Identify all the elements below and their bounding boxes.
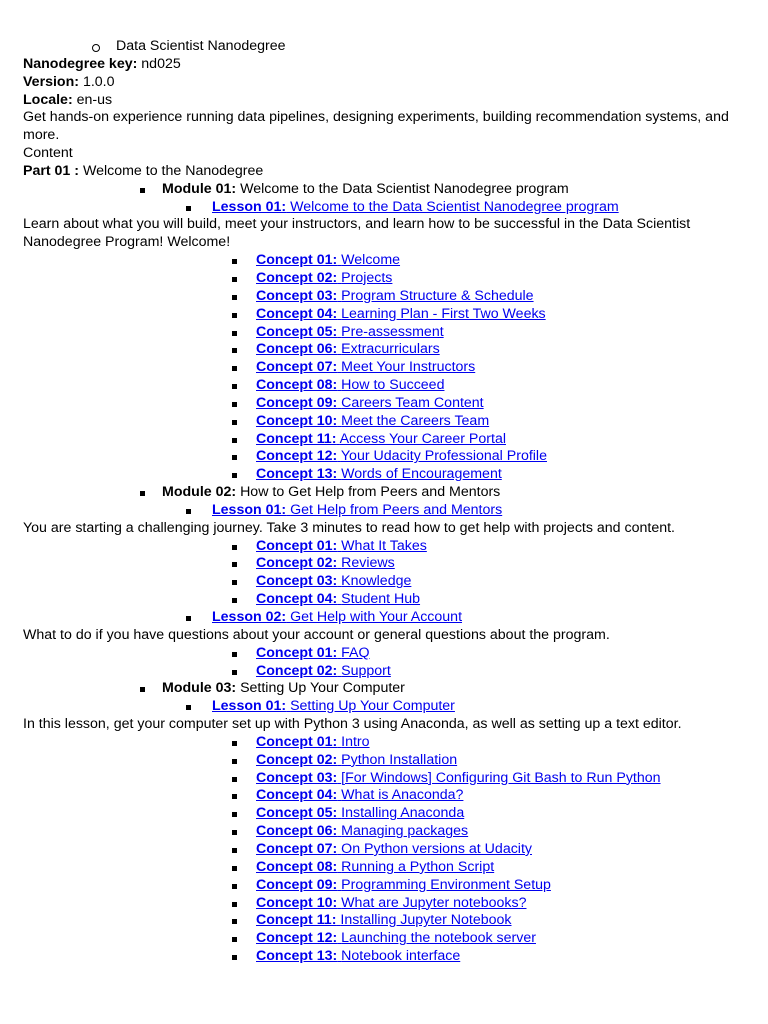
module-label: Module 02: xyxy=(162,484,237,501)
concept-item xyxy=(0,324,768,342)
lesson-summary: What to do if you have questions about your account or general questions about the program. xyxy=(23,626,610,643)
square-bullet-icon xyxy=(232,580,237,585)
concept-link[interactable]: Concept 01: Welcome xyxy=(256,252,401,269)
concept-item xyxy=(0,805,768,823)
module-item xyxy=(0,484,768,502)
concept-link[interactable]: Concept 01: FAQ xyxy=(256,644,370,661)
lesson-link[interactable]: Lesson 01: Welcome to the Data Scientist Nanodegree program xyxy=(212,198,619,215)
square-bullet-icon xyxy=(232,670,237,675)
concept-item xyxy=(0,930,768,948)
lesson-summary: You are starting a challenging journey. Take 3 minutes to read how to get help with projects and content. xyxy=(23,519,675,536)
lesson-link[interactable]: Lesson 01: Setting Up Your Computer xyxy=(212,698,455,715)
concept-link[interactable]: Concept 01: Intro xyxy=(256,733,370,750)
concept-link[interactable]: Concept 10: Meet the Careers Team xyxy=(256,412,490,429)
square-bullet-icon xyxy=(232,759,237,764)
concept-link[interactable]: Concept 02: Support xyxy=(256,662,391,679)
concept-item xyxy=(0,841,768,859)
concept-item xyxy=(0,573,768,591)
square-bullet-icon xyxy=(232,652,237,657)
version-label: Version: xyxy=(23,73,79,90)
concept-item xyxy=(0,895,768,913)
concept-link[interactable]: Concept 05: Pre-assessment xyxy=(256,323,444,340)
square-bullet-icon xyxy=(232,830,237,835)
module-item xyxy=(0,181,768,199)
concept-link[interactable]: Concept 04: Learning Plan - First Two Weeks xyxy=(256,305,546,322)
concept-link[interactable]: Concept 07: Meet Your Instructors xyxy=(256,359,476,376)
square-bullet-icon xyxy=(232,812,237,817)
concept-link[interactable]: Concept 08: How to Succeed xyxy=(256,377,445,394)
module-label: Module 01: xyxy=(162,180,237,197)
square-bullet-icon xyxy=(186,206,191,211)
lesson-link[interactable]: Lesson 01: Get Help from Peers and Mentors xyxy=(212,501,503,518)
program-title: Data Scientist Nanodegree xyxy=(116,38,286,54)
square-bullet-icon xyxy=(140,687,145,692)
square-bullet-icon xyxy=(232,545,237,550)
lesson-item xyxy=(0,609,768,627)
locale-value: en-us xyxy=(76,91,113,108)
concept-link[interactable]: Concept 09: Careers Team Content xyxy=(256,394,484,411)
concept-item xyxy=(0,591,768,609)
concept-link[interactable]: Concept 02: Projects xyxy=(256,269,393,286)
square-bullet-icon xyxy=(232,295,237,300)
concept-item xyxy=(0,413,768,431)
square-bullet-icon xyxy=(232,919,237,924)
lesson-link[interactable]: Lesson 02: Get Help with Your Account xyxy=(212,609,463,625)
square-bullet-icon xyxy=(232,331,237,336)
concept-link[interactable]: Concept 02: Python Installation xyxy=(256,751,458,768)
square-bullet-icon xyxy=(232,866,237,871)
concept-item xyxy=(0,252,768,270)
concept-item xyxy=(0,270,768,288)
concept-link[interactable]: Concept 07: On Python versions at Udacity xyxy=(256,840,532,857)
concept-link[interactable]: Concept 03: Knowledge xyxy=(256,573,412,590)
concept-link[interactable]: Concept 11: Access Your Career Portal xyxy=(256,430,506,447)
concept-item xyxy=(0,341,768,359)
concept-link[interactable]: Concept 12: Launching the notebook server xyxy=(256,930,536,947)
concept-item xyxy=(0,948,768,966)
module-item xyxy=(0,680,768,698)
square-bullet-icon xyxy=(140,188,145,193)
concept-item xyxy=(0,823,768,841)
concept-link[interactable]: Concept 02: Reviews xyxy=(256,555,395,572)
concept-item xyxy=(0,770,768,788)
module-label: Module 03: xyxy=(162,680,237,697)
module-title: Welcome to the Data Scientist Nanodegree program xyxy=(240,180,569,197)
concept-item xyxy=(0,787,768,805)
concept-link[interactable]: Concept 04: What is Anaconda? xyxy=(256,787,464,804)
concept-link[interactable]: Concept 11: Installing Jupyter Notebook xyxy=(256,912,512,929)
concept-link[interactable]: Concept 03: [For Windows] Configuring Git Bash to Run Python xyxy=(256,769,661,786)
content-heading: Content xyxy=(23,145,73,162)
concept-item xyxy=(0,359,768,377)
lesson-summary: In this lesson, get your computer set up with Python 3 using Anaconda, as well as setting up a text editor. xyxy=(23,716,682,733)
concept-item xyxy=(0,752,768,770)
version-line xyxy=(0,74,768,92)
concept-item xyxy=(0,431,768,449)
square-bullet-icon xyxy=(232,473,237,478)
concept-item xyxy=(0,859,768,877)
square-bullet-icon xyxy=(232,259,237,264)
nanodegree-key-label: Nanodegree key: xyxy=(23,55,138,72)
concept-item xyxy=(0,663,768,681)
nanodegree-key-value: nd025 xyxy=(141,55,181,72)
concept-item xyxy=(0,538,768,556)
concept-link[interactable]: Concept 01: What It Takes xyxy=(256,537,427,554)
concept-item xyxy=(0,377,768,395)
lesson-summary: Learn about what you will build, meet your instructors, and learn how to be successful in the Data Scientist Nanodegree Program! Welcome! xyxy=(23,216,691,251)
square-bullet-icon xyxy=(232,277,237,282)
lesson-item xyxy=(0,502,768,520)
concept-item xyxy=(0,448,768,466)
square-bullet-icon xyxy=(232,741,237,746)
concept-item xyxy=(0,395,768,413)
square-bullet-icon xyxy=(186,509,191,514)
lesson-item xyxy=(0,199,768,217)
concept-item xyxy=(0,466,768,484)
concept-link[interactable]: Concept 12: Your Udacity Professional Profile xyxy=(256,448,547,465)
concept-item xyxy=(0,734,768,752)
square-bullet-icon xyxy=(232,384,237,389)
square-bullet-icon xyxy=(232,955,237,960)
square-bullet-icon xyxy=(232,402,237,407)
concept-item xyxy=(0,555,768,573)
part-title: Welcome to the Nanodegree xyxy=(82,162,264,179)
square-bullet-icon xyxy=(232,420,237,425)
square-bullet-icon xyxy=(232,366,237,371)
square-bullet-icon xyxy=(232,884,237,889)
concept-link[interactable]: Concept 03: Program Structure & Schedule xyxy=(256,287,534,304)
square-bullet-icon xyxy=(232,794,237,799)
square-bullet-icon xyxy=(232,902,237,907)
concept-item xyxy=(0,877,768,895)
part-heading xyxy=(0,163,768,181)
square-bullet-icon xyxy=(232,438,237,443)
concept-link[interactable]: Concept 09: Programming Environment Setup xyxy=(256,876,551,893)
concept-item xyxy=(0,288,768,306)
circle-bullet-icon xyxy=(92,44,100,52)
concept-link[interactable]: Concept 06: Extracurriculars xyxy=(256,341,440,358)
concept-item xyxy=(0,306,768,324)
concept-link[interactable]: Concept 13: Notebook interface xyxy=(256,948,461,965)
square-bullet-icon xyxy=(232,777,237,782)
module-title: Setting Up Your Computer xyxy=(240,680,405,697)
square-bullet-icon xyxy=(140,491,145,496)
program-title-item xyxy=(0,38,768,56)
part-label: Part 01 : xyxy=(23,162,79,179)
square-bullet-icon xyxy=(232,598,237,603)
concept-link[interactable]: Concept 06: Managing packages xyxy=(256,823,469,840)
concept-link[interactable]: Concept 04: Student Hub xyxy=(256,591,421,608)
locale-line xyxy=(0,92,768,110)
square-bullet-icon xyxy=(232,937,237,942)
module-title: How to Get Help from Peers and Mentors xyxy=(240,484,501,501)
concept-link[interactable]: Concept 10: What are Jupyter notebooks? xyxy=(256,894,527,911)
square-bullet-icon xyxy=(232,848,237,853)
version-value: 1.0.0 xyxy=(82,73,115,90)
square-bullet-icon xyxy=(232,455,237,460)
square-bullet-icon xyxy=(232,562,237,567)
concept-link[interactable]: Concept 05: Installing Anaconda xyxy=(256,805,465,822)
concept-link[interactable]: Concept 08: Running a Python Script xyxy=(256,858,495,875)
lesson-item xyxy=(0,698,768,716)
concept-item xyxy=(0,912,768,930)
square-bullet-icon xyxy=(232,313,237,318)
square-bullet-icon xyxy=(186,705,191,710)
locale-label: Locale: xyxy=(23,91,73,108)
nanodegree-key-line xyxy=(0,56,768,74)
concept-item xyxy=(0,645,768,663)
square-bullet-icon xyxy=(232,348,237,353)
square-bullet-icon xyxy=(186,616,191,621)
program-description: Get hands-on experience running data pipelines, designing experiments, building recommendation systems, and more. xyxy=(23,109,729,144)
concept-link[interactable]: Concept 13: Words of Encouragement xyxy=(256,466,502,483)
